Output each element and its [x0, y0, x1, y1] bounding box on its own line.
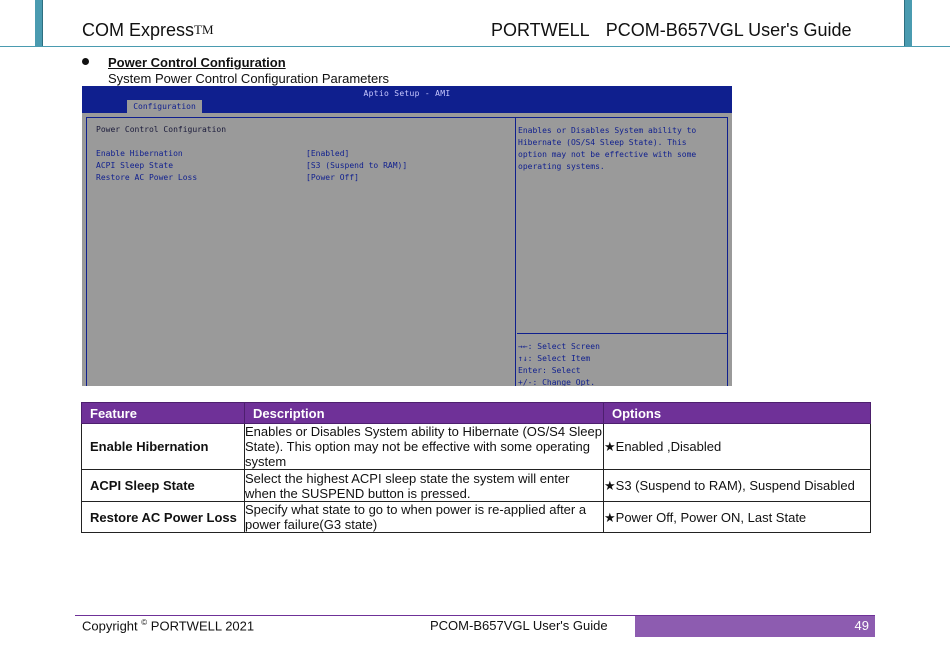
description-cell: Enables or Disables System ability to Hibernate (OS/S4 Sleep State). This option may not be effective with some operating system: [245, 424, 602, 469]
bios-tab-configuration: Configuration: [127, 100, 202, 113]
description-cell: Select the highest ACPI sleep state the system will enter when the SUSPEND button is pressed.: [245, 470, 604, 502]
header-brand: PORTWELL: [491, 20, 590, 40]
header-guide-title: [491, 20, 852, 41]
table-row: [82, 502, 871, 533]
options-cell: [604, 470, 871, 502]
options-text: Power Off, Power ON, Last State: [615, 509, 807, 525]
page-number: 49: [635, 616, 875, 637]
bios-item-enable-hibernation: Enable Hibernation: [96, 149, 183, 158]
bios-value-enable-hibernation: [Enabled]: [306, 149, 350, 158]
bios-screenshot: [82, 86, 732, 386]
copyright-icon: ©: [141, 618, 148, 627]
bios-key-enter-select: Enter: Select: [518, 366, 581, 375]
bios-item-acpi-sleep-state: ACPI Sleep State: [96, 161, 174, 170]
default-star-icon: ★: [604, 439, 616, 454]
section-title: Power Control Configuration: [108, 55, 286, 70]
header-left-title: COM Express: [82, 20, 195, 40]
default-star-icon: ★: [604, 509, 616, 525]
description-cell: Specify what state to go to when power is re-applied after a power failure(G3 state): [245, 502, 604, 533]
bios-help-line: operating systems.: [518, 162, 605, 171]
header-guide-name: PCOM-B657VGL User's Guide: [605, 20, 852, 40]
bios-page-heading: Power Control Configuration: [96, 125, 227, 134]
header-product-line: [82, 20, 214, 41]
bios-value-restore-ac-power-loss: [Power Off]: [306, 173, 359, 182]
parameter-table: [81, 402, 871, 533]
bios-key-select-screen: →←: Select Screen: [518, 342, 600, 351]
bios-help-line: option may not be effective with some: [518, 150, 697, 159]
copyright-holder: PORTWELL 2021: [150, 618, 255, 634]
bios-key-change-opt: +/-: Change Opt.: [518, 378, 596, 386]
header-accent-left: [35, 0, 43, 47]
feature-cell: ACPI Sleep State: [82, 470, 245, 502]
feature-cell: Enable Hibernation: [82, 424, 245, 470]
options-cell: [604, 502, 871, 533]
default-star-icon: ★: [604, 478, 616, 493]
bios-panel-divider: [515, 117, 516, 386]
copyright-label: Copyright: [82, 618, 138, 634]
feature-cell: Restore AC Power Loss: [82, 502, 245, 533]
table-row: [82, 424, 871, 470]
footer-copyright: [82, 618, 254, 633]
bios-item-restore-ac-power-loss: Restore AC Power Loss: [96, 173, 198, 182]
column-header-options: Options: [604, 403, 871, 424]
trademark-symbol: TM: [194, 22, 214, 37]
header-accent-right: [904, 0, 912, 47]
table-row: [82, 470, 871, 502]
bullet-icon: [82, 58, 89, 65]
options-cell: [604, 424, 871, 470]
bios-value-acpi-sleep-state: [S3 (Suspend to RAM)]: [306, 161, 408, 170]
column-header-feature: Feature: [82, 403, 245, 424]
bios-help-text: [518, 125, 718, 173]
section-subtitle: System Power Control Configuration Parameters: [108, 71, 390, 86]
table-header-row: [82, 403, 871, 424]
bios-title: Aptio Setup - AMI: [363, 89, 451, 98]
bios-key-select-item: ↑↓: Select Item: [518, 354, 591, 363]
bios-help-line: Enables or Disables System ability to: [518, 126, 697, 135]
column-header-description: Description: [245, 403, 604, 424]
bios-help-separator: [517, 333, 727, 334]
bios-help-line: Hibernate (OS/S4 Sleep State). This: [518, 138, 687, 147]
header-rule: [0, 46, 950, 47]
footer-guide-title: PCOM-B657VGL User's Guide: [430, 618, 608, 633]
options-text: Enabled ,Disabled: [615, 439, 722, 454]
options-text: S3 (Suspend to RAM), Suspend Disabled: [615, 478, 855, 493]
